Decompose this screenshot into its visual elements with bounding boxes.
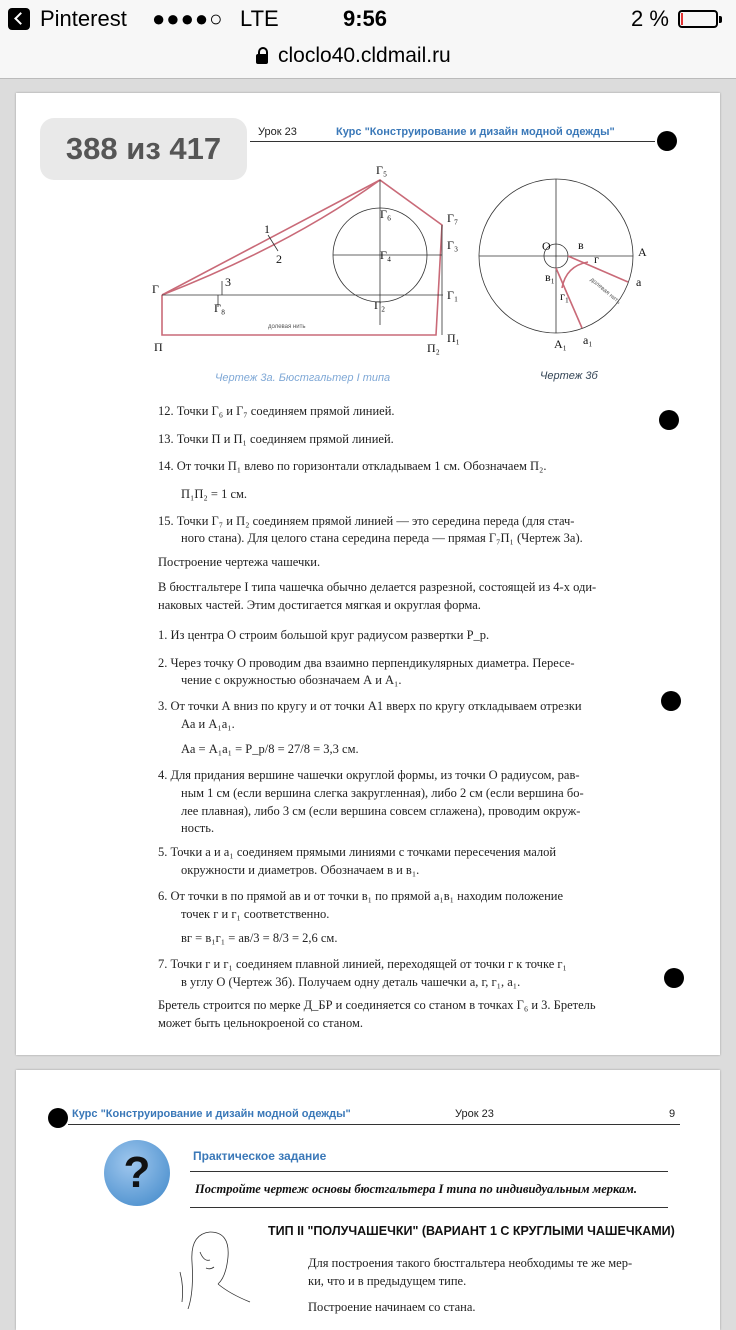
text-line: П₁П₂ = 1 см. [181, 487, 248, 501]
label-g3: Г₃ [447, 238, 459, 252]
label-g1: Г₁ [447, 288, 459, 302]
text-line: может быть цельнокроеной со станом. [158, 1016, 364, 1030]
label-3: 3 [225, 275, 231, 289]
back-to-app-icon[interactable] [8, 8, 30, 30]
label-grain-a: долевая нить [268, 324, 306, 330]
hole-punch-dot [659, 410, 679, 430]
formula-line: Аа = А₁а₁ = Р_р/8 = 27/8 = 3,3 см. [181, 742, 359, 756]
page-counter-badge: 388 из 417 [40, 118, 247, 180]
label-o: О [542, 239, 551, 253]
drawing-3a [140, 155, 480, 370]
lock-icon [256, 54, 268, 64]
label-p2: П₂ [427, 341, 440, 355]
text-line: 1. Из центра О строим большой круг радиусом развертки Р_р. [158, 628, 490, 642]
text-line: 4. Для придания вершине чашечки округлой формы, из точки О радиусом, рав- [158, 768, 580, 782]
woman-sketch-image [170, 1222, 260, 1309]
battery-level [681, 13, 683, 25]
text-line: 15. Точки Г₇ и П₂ соединяем прямой линией — это середина переда (для стач- [158, 514, 575, 528]
page1-header-rule [250, 141, 655, 142]
text-line: Бретель строится по мерке Д_БР и соединяется со станом в точках Г₆ и 3. Бретель [158, 998, 596, 1012]
text-line: 13. Точки П и П₁ соединяем прямой линией. [158, 432, 394, 446]
clock: 9:56 [343, 6, 388, 31]
text-line: Построение начинаем со стана. [308, 1300, 476, 1314]
formula-line: вг = в₁г₁ = ав/3 = 8/3 = 2,6 см. [181, 931, 338, 945]
battery-icon [678, 10, 718, 28]
caption-3b: Чертеж 3б [540, 370, 598, 382]
label-g2: Г₂ [374, 298, 386, 312]
practical-title: Практическое задание [193, 1149, 327, 1163]
label-a: а [636, 275, 642, 289]
question-mark-icon: ? [104, 1140, 170, 1206]
back-app-label[interactable]: Pinterest [40, 6, 127, 31]
text-line: ного стана). Для целого стана середина переда — прямая Г₇П₁ (Чертеж 3а). [181, 531, 583, 545]
page2-number: 9 [669, 1108, 676, 1120]
hole-punch-dot [657, 131, 677, 151]
label-g4: Г₄ [380, 248, 392, 262]
label-A: А [638, 245, 647, 259]
text-line: ки, что и в предыдущем типе. [308, 1274, 467, 1288]
page1-course-title: Курс "Конструирование и дизайн модной одежды" [336, 126, 615, 138]
label-g5: Г₅ [376, 163, 388, 177]
text-line: Для построения такого бюстгальтера необходимы те же мер- [308, 1256, 633, 1270]
url-bar[interactable] [0, 38, 736, 79]
hole-punch-dot [48, 1108, 68, 1128]
label-p1: П₁ [447, 331, 460, 345]
label-A1: А₁ [554, 337, 567, 351]
text-line: точек г и г₁ соответственно. [181, 907, 330, 921]
label-v: в [578, 238, 584, 252]
section-heading: Построение чертежа чашечки. [158, 555, 321, 569]
label-g: Г [152, 282, 159, 296]
text-line: 5. Точки а и а₁ соединяем прямыми линиями с точками пересечения малой [158, 845, 557, 859]
signal-icon: ●●●●○ [152, 6, 224, 31]
caption-3a: Чертеж 3а. Бюстгальтер I типа [215, 372, 391, 384]
label-p: П [154, 340, 163, 354]
text-line: Аа и А₁а₁. [181, 717, 235, 731]
status-bar [0, 0, 736, 38]
hole-punch-dot [664, 968, 684, 988]
text-line: 6. От точки в по прямой ав и от точки в₁ по прямой а₁в₁ находим положение [158, 889, 564, 903]
page2-course-title: Курс "Конструирование и дизайн модной одежды" [72, 1108, 351, 1120]
text-line: ным 1 см (если вершина слегка закругленная), либо 2 см (если вершина бо- [181, 786, 584, 800]
label-2: 2 [276, 252, 282, 266]
label-g: г [594, 252, 599, 266]
label-g1: г₁ [560, 289, 570, 303]
cup-curve [562, 262, 588, 288]
label-g8: Г₈ [214, 301, 226, 315]
battery-percent: 2 % [631, 6, 669, 31]
text-line: в углу О (Чертеж 3б). Получаем одну деталь чашечки а, г, г₁, а₁. [181, 975, 521, 989]
hole-punch-dot [661, 691, 681, 711]
network-type: LTE [240, 6, 279, 31]
text-line: 12. Точки Г₆ и Г₇ соединяем прямой линией. [158, 404, 395, 418]
practical-rule [190, 1207, 668, 1208]
bra-outline [162, 180, 442, 335]
label-v1: в₁ [545, 270, 555, 284]
label-a1: а₁ [583, 333, 593, 347]
page2-lesson: Урок 23 [455, 1108, 494, 1120]
text-line: окружности и диаметров. Обозначаем в и в₁. [181, 863, 420, 877]
text-line: 2. Через точку О проводим два взаимно перпендикулярных диаметра. Пересе- [158, 656, 575, 670]
page1-lesson: Урок 23 [258, 126, 297, 138]
type-heading: ТИП II "ПОЛУЧАШЕЧКИ" (ВАРИАНТ 1 С КРУГЛЫМИ ЧАШЕЧКАМИ) [268, 1224, 675, 1238]
text-line: 3. От точки А вниз по кругу и от точки А1 вверх по кругу откладываем отрезки [158, 699, 582, 713]
text-line: 7. Точки г и г₁ соединяем плавной линией, переходящей от точки г к точке г₁ [158, 957, 567, 971]
label-grain-b: долевая нить [588, 276, 622, 306]
text-line: ность. [181, 821, 215, 835]
drawing-3b [470, 170, 670, 365]
label-g7: Г₇ [447, 211, 459, 225]
text-line: 14. От точки П₁ влево по горизонтали откладываем 1 см. Обозначаем П₂. [158, 459, 547, 473]
label-1: 1 [264, 222, 270, 236]
page2-header-rule [68, 1124, 680, 1125]
text-line: лее плавная), либо 3 см (если вершина совсем сглажена), проводим окруж- [181, 804, 581, 818]
text-line: чение с окружностью обозначаем А и А₁. [181, 673, 402, 687]
practical-task: Постройте чертеж основы бюстгальтера I типа по индивидуальным меркам. [195, 1182, 637, 1196]
practical-rule [190, 1171, 668, 1172]
url-text[interactable]: cloclo40.cldmail.ru [278, 44, 451, 67]
label-g6: Г₆ [380, 207, 392, 221]
text-line: В бюстгальтере I типа чашечка обычно делается разрезной, состоящей из 4-х оди- [158, 580, 597, 594]
text-line: наковых частей. Этим достигается мягкая и округлая форма. [158, 598, 481, 612]
